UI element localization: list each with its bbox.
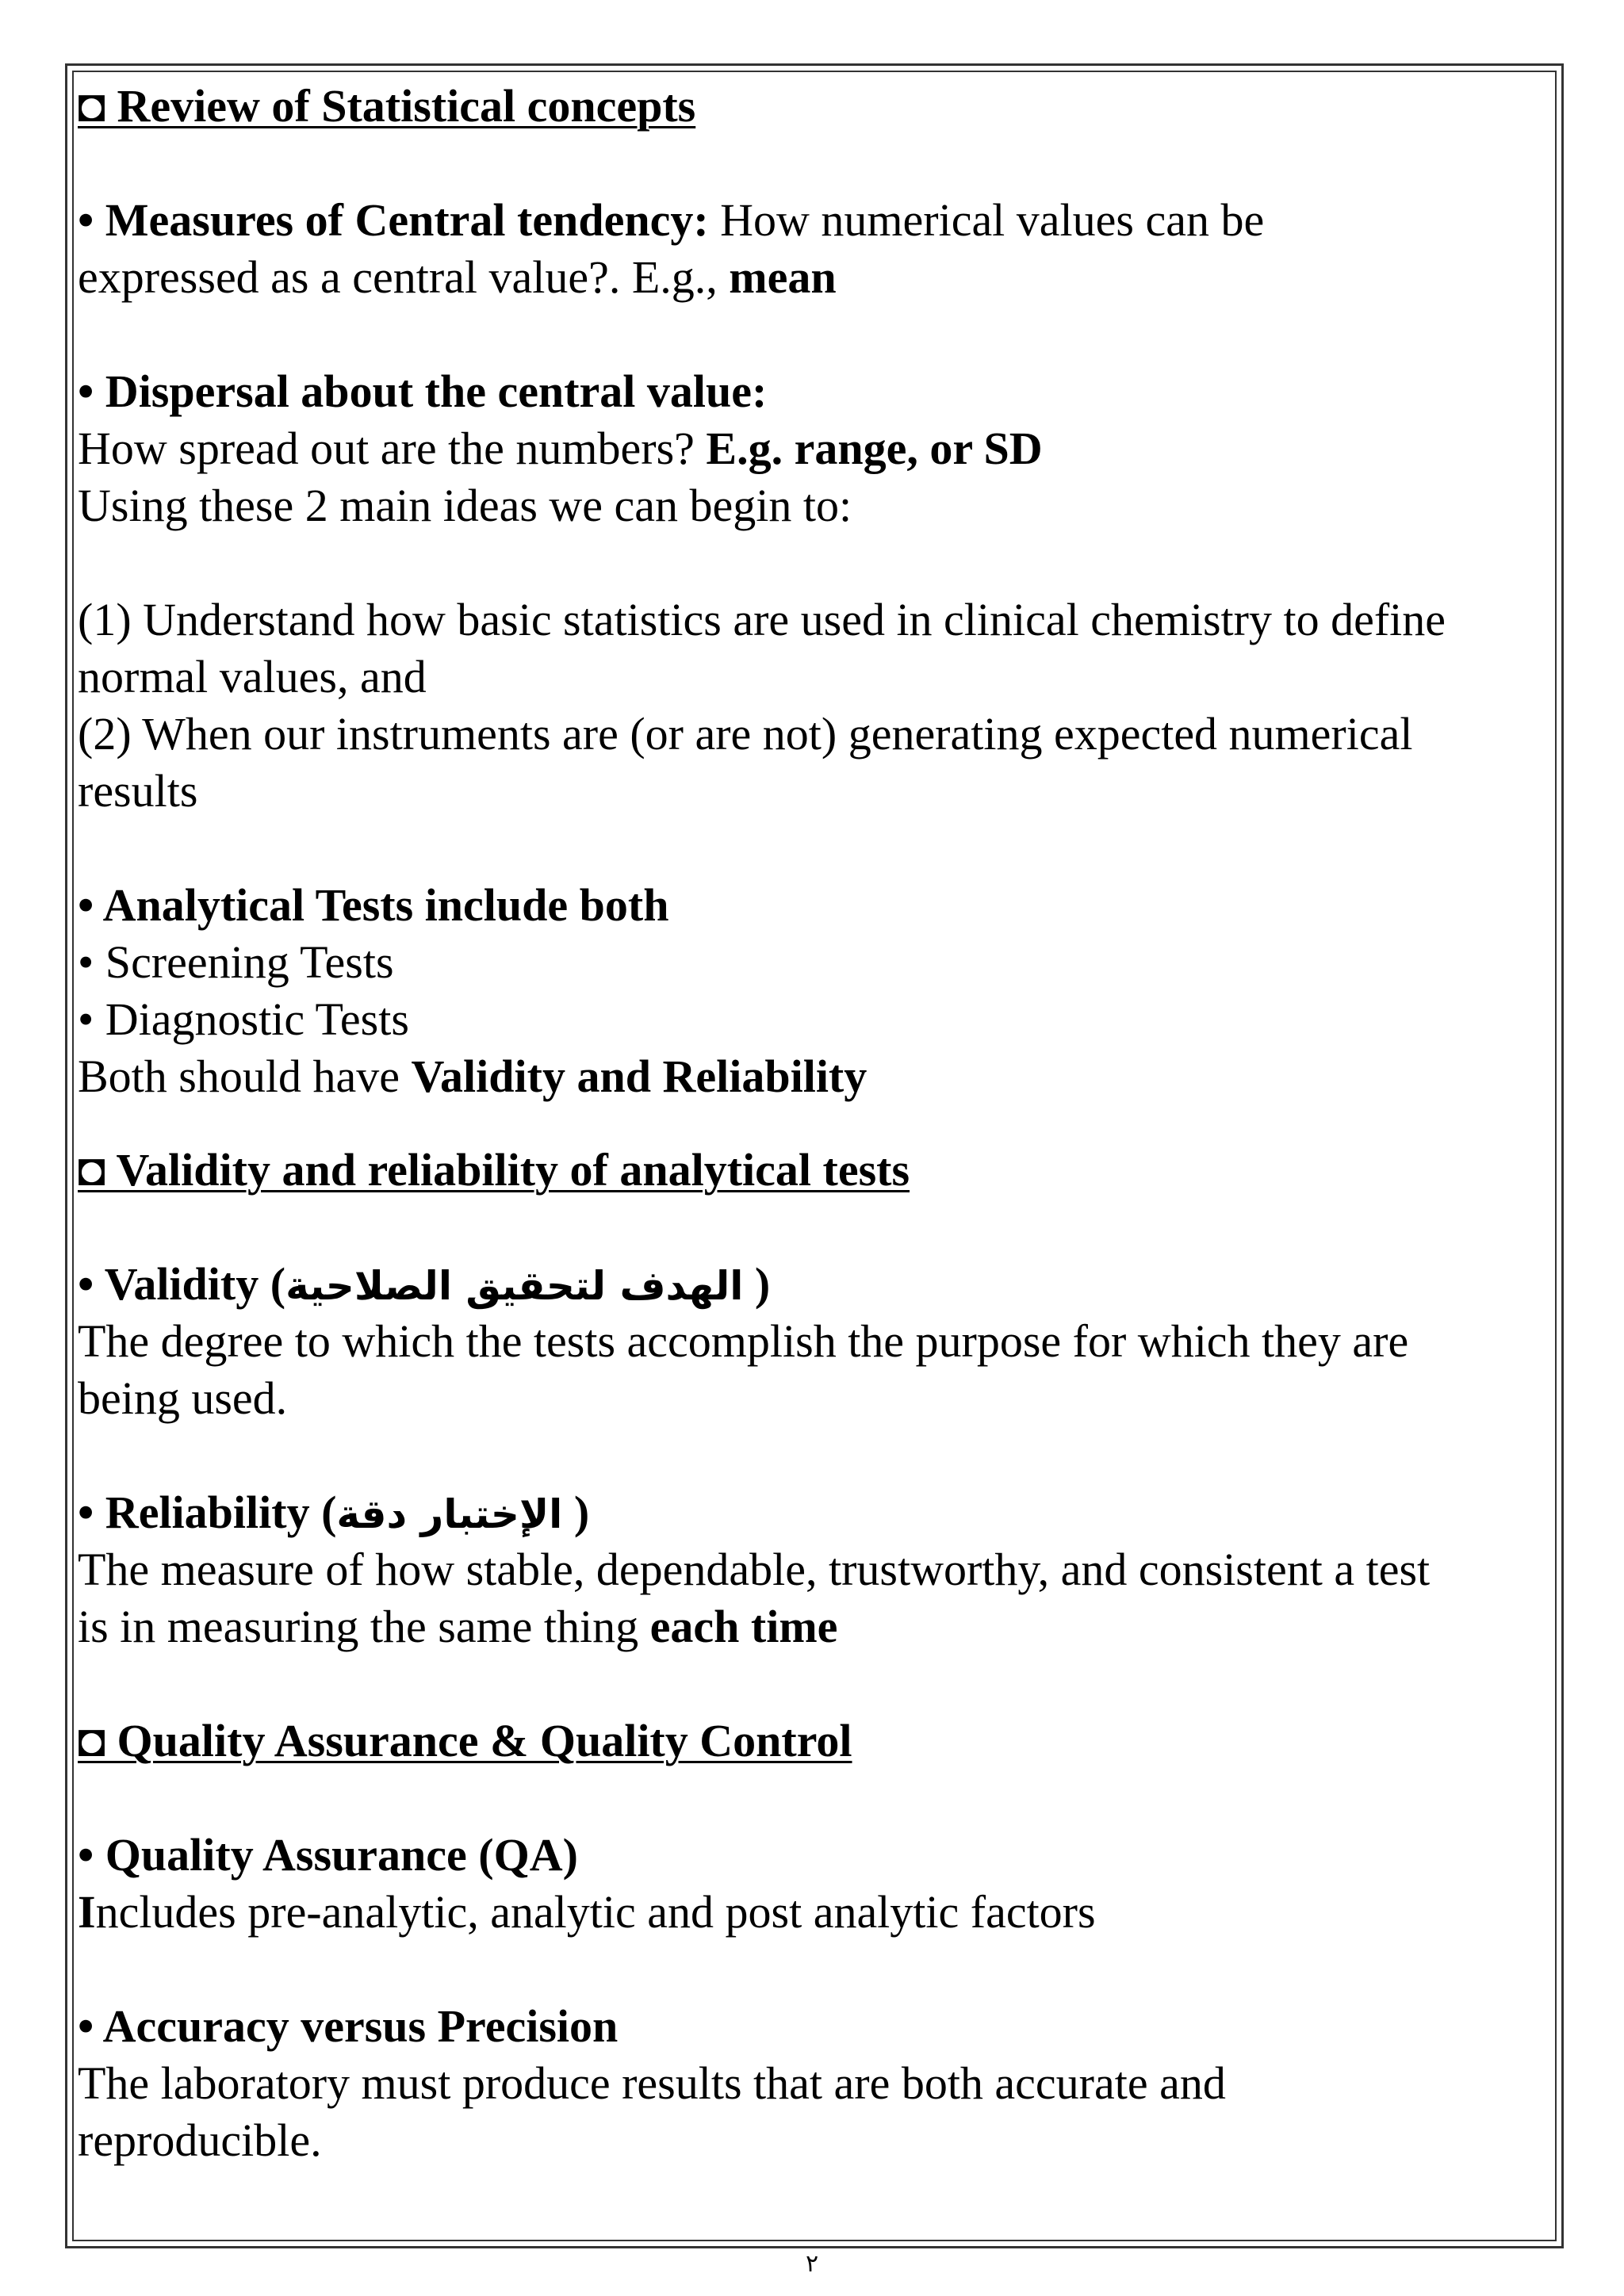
reliability-definition-1: The measure of how stable, dependable, trustworthy, and consistent a test [78, 1544, 1431, 1595]
validity-reliability-bold: Validity and Reliability [411, 1050, 868, 1102]
accuracy-precision-label: • Accuracy versus Precision [78, 2000, 619, 2052]
reliability-each-time: each time [649, 1601, 838, 1652]
central-tendency-line-2 [78, 249, 1553, 306]
accuracy-text-1: The laboratory must produce results that are both accurate and [78, 2057, 1226, 2109]
validity-label: • Validity ( [78, 1258, 286, 1310]
validity-definition-1: The degree to which the tests accomplish the purpose for which they are [78, 1315, 1409, 1367]
reliability-definition-text: is in measuring the same thing [78, 1601, 650, 1652]
central-tendency-line-1 [78, 192, 1553, 249]
validity-reliability-line [78, 1048, 1553, 1105]
central-tendency-label: • Measures of Central tendency: [78, 194, 709, 246]
list-item: results [78, 765, 198, 817]
bullet-diagnostic-tests: • Diagnostic Tests [78, 993, 409, 1045]
quality-assurance-text-line [78, 1884, 1553, 1941]
quality-assurance-text: ncludes pre-analytic, analytic and post analytic factors [95, 1886, 1096, 1938]
dispersal-examples: E.g. range, or SD [706, 423, 1043, 474]
validity-label-line [78, 1256, 1553, 1313]
document-body [78, 78, 1553, 2169]
dispersal-text: How spread out are the numbers? [78, 423, 707, 474]
list-item: normal values, and [78, 651, 427, 702]
list-item: (1) Understand how basic statistics are used in clinical chemistry to define [78, 594, 1446, 645]
reliability-label: • Reliability ( [78, 1487, 337, 1538]
validity-arabic: الهدف لتحقيق الصلاحية [285, 1263, 744, 1309]
reliability-definition-2 [78, 1598, 1553, 1655]
validity-definition-2: being used. [78, 1372, 288, 1424]
dispersal-line-2: Using these 2 main ideas we can begin to: [78, 480, 852, 531]
accuracy-text-2: reproducible. [78, 2114, 322, 2166]
heading-validity-reliability: ◘ Validity and reliability of analytical tests [78, 1144, 910, 1196]
heading-quality-assurance: ◘ Quality Assurance & Quality Control [78, 1715, 852, 1766]
heading-statistical-concepts: ◘ Review of Statistical concepts [78, 80, 696, 132]
analytical-tests-label: • Analytical Tests include both [78, 879, 669, 931]
dispersal-line-1 [78, 420, 1553, 477]
central-tendency-text: How numerical values can be [708, 194, 1265, 246]
quality-assurance-initial: I [78, 1886, 96, 1938]
dispersal-label: • Dispersal about the central value: [78, 365, 768, 417]
both-should-have-text: Both should have [78, 1050, 412, 1102]
page-number: ٢ [805, 2250, 819, 2278]
reliability-close: ) [562, 1487, 590, 1538]
reliability-arabic: الإختبار دقة [336, 1491, 563, 1537]
quality-assurance-label: • Quality Assurance (QA) [78, 1829, 578, 1881]
list-item: (2) When our instruments are (or are not) generating expected numerical [78, 708, 1413, 760]
central-tendency-mean: mean [729, 251, 837, 303]
reliability-label-line [78, 1484, 1553, 1541]
central-tendency-text-2: expressed as a central value?. E.g., [78, 251, 730, 303]
validity-close: ) [743, 1258, 771, 1310]
bullet-screening-tests: • Screening Tests [78, 936, 394, 988]
